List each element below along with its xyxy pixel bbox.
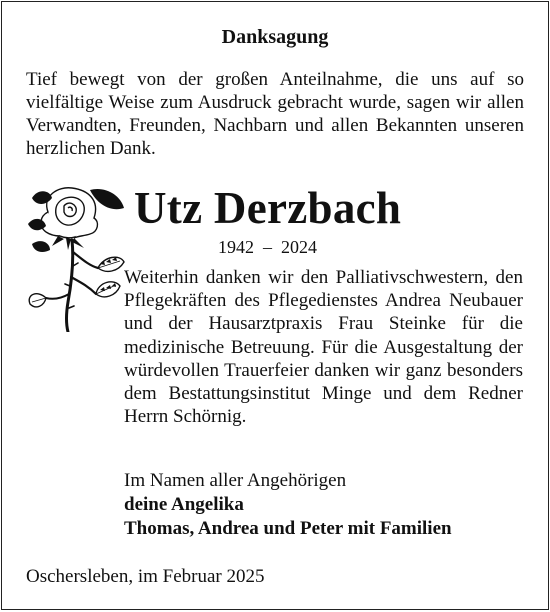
notice-heading: Danksagung xyxy=(221,26,329,48)
obituary-notice xyxy=(1,1,549,610)
signature-name: deine Angelika xyxy=(124,494,244,515)
signature-intro: Im Namen aller Angehörigen xyxy=(124,470,347,491)
deceased-name: Utz Derzbach xyxy=(134,183,402,233)
place-date: Oschersleben, im Februar 2025 xyxy=(26,566,265,587)
life-dates: 1942 – 2024 xyxy=(218,237,317,257)
signature-block xyxy=(124,469,452,541)
signature-family: Thomas, Andrea und Peter mit Familien xyxy=(124,518,452,539)
thanks-paragraph: Weiterhin danken wir den Palliativschwestern, den Pflegekräften des Pflegedienstes Andrea Neubauer und der Hausarztpraxis Frau Steinke für die medizinische Betreuung. Für die Ausgestaltung der würdevollen Trauerfeier danken wir ganz besonders dem Bestattungsinstitut Minge und dem Redner Herrn Schörnig. xyxy=(124,267,523,428)
rose-icon xyxy=(28,182,126,332)
intro-paragraph: Tief bewegt von der großen Anteilnahme, die uns auf so vielfältige Weise zum Ausdruck gebracht wurde, sagen wir allen Verwandten, Freunden, Nachbarn und allen Bekannten unseren herzlichen Dank. xyxy=(26,69,524,159)
